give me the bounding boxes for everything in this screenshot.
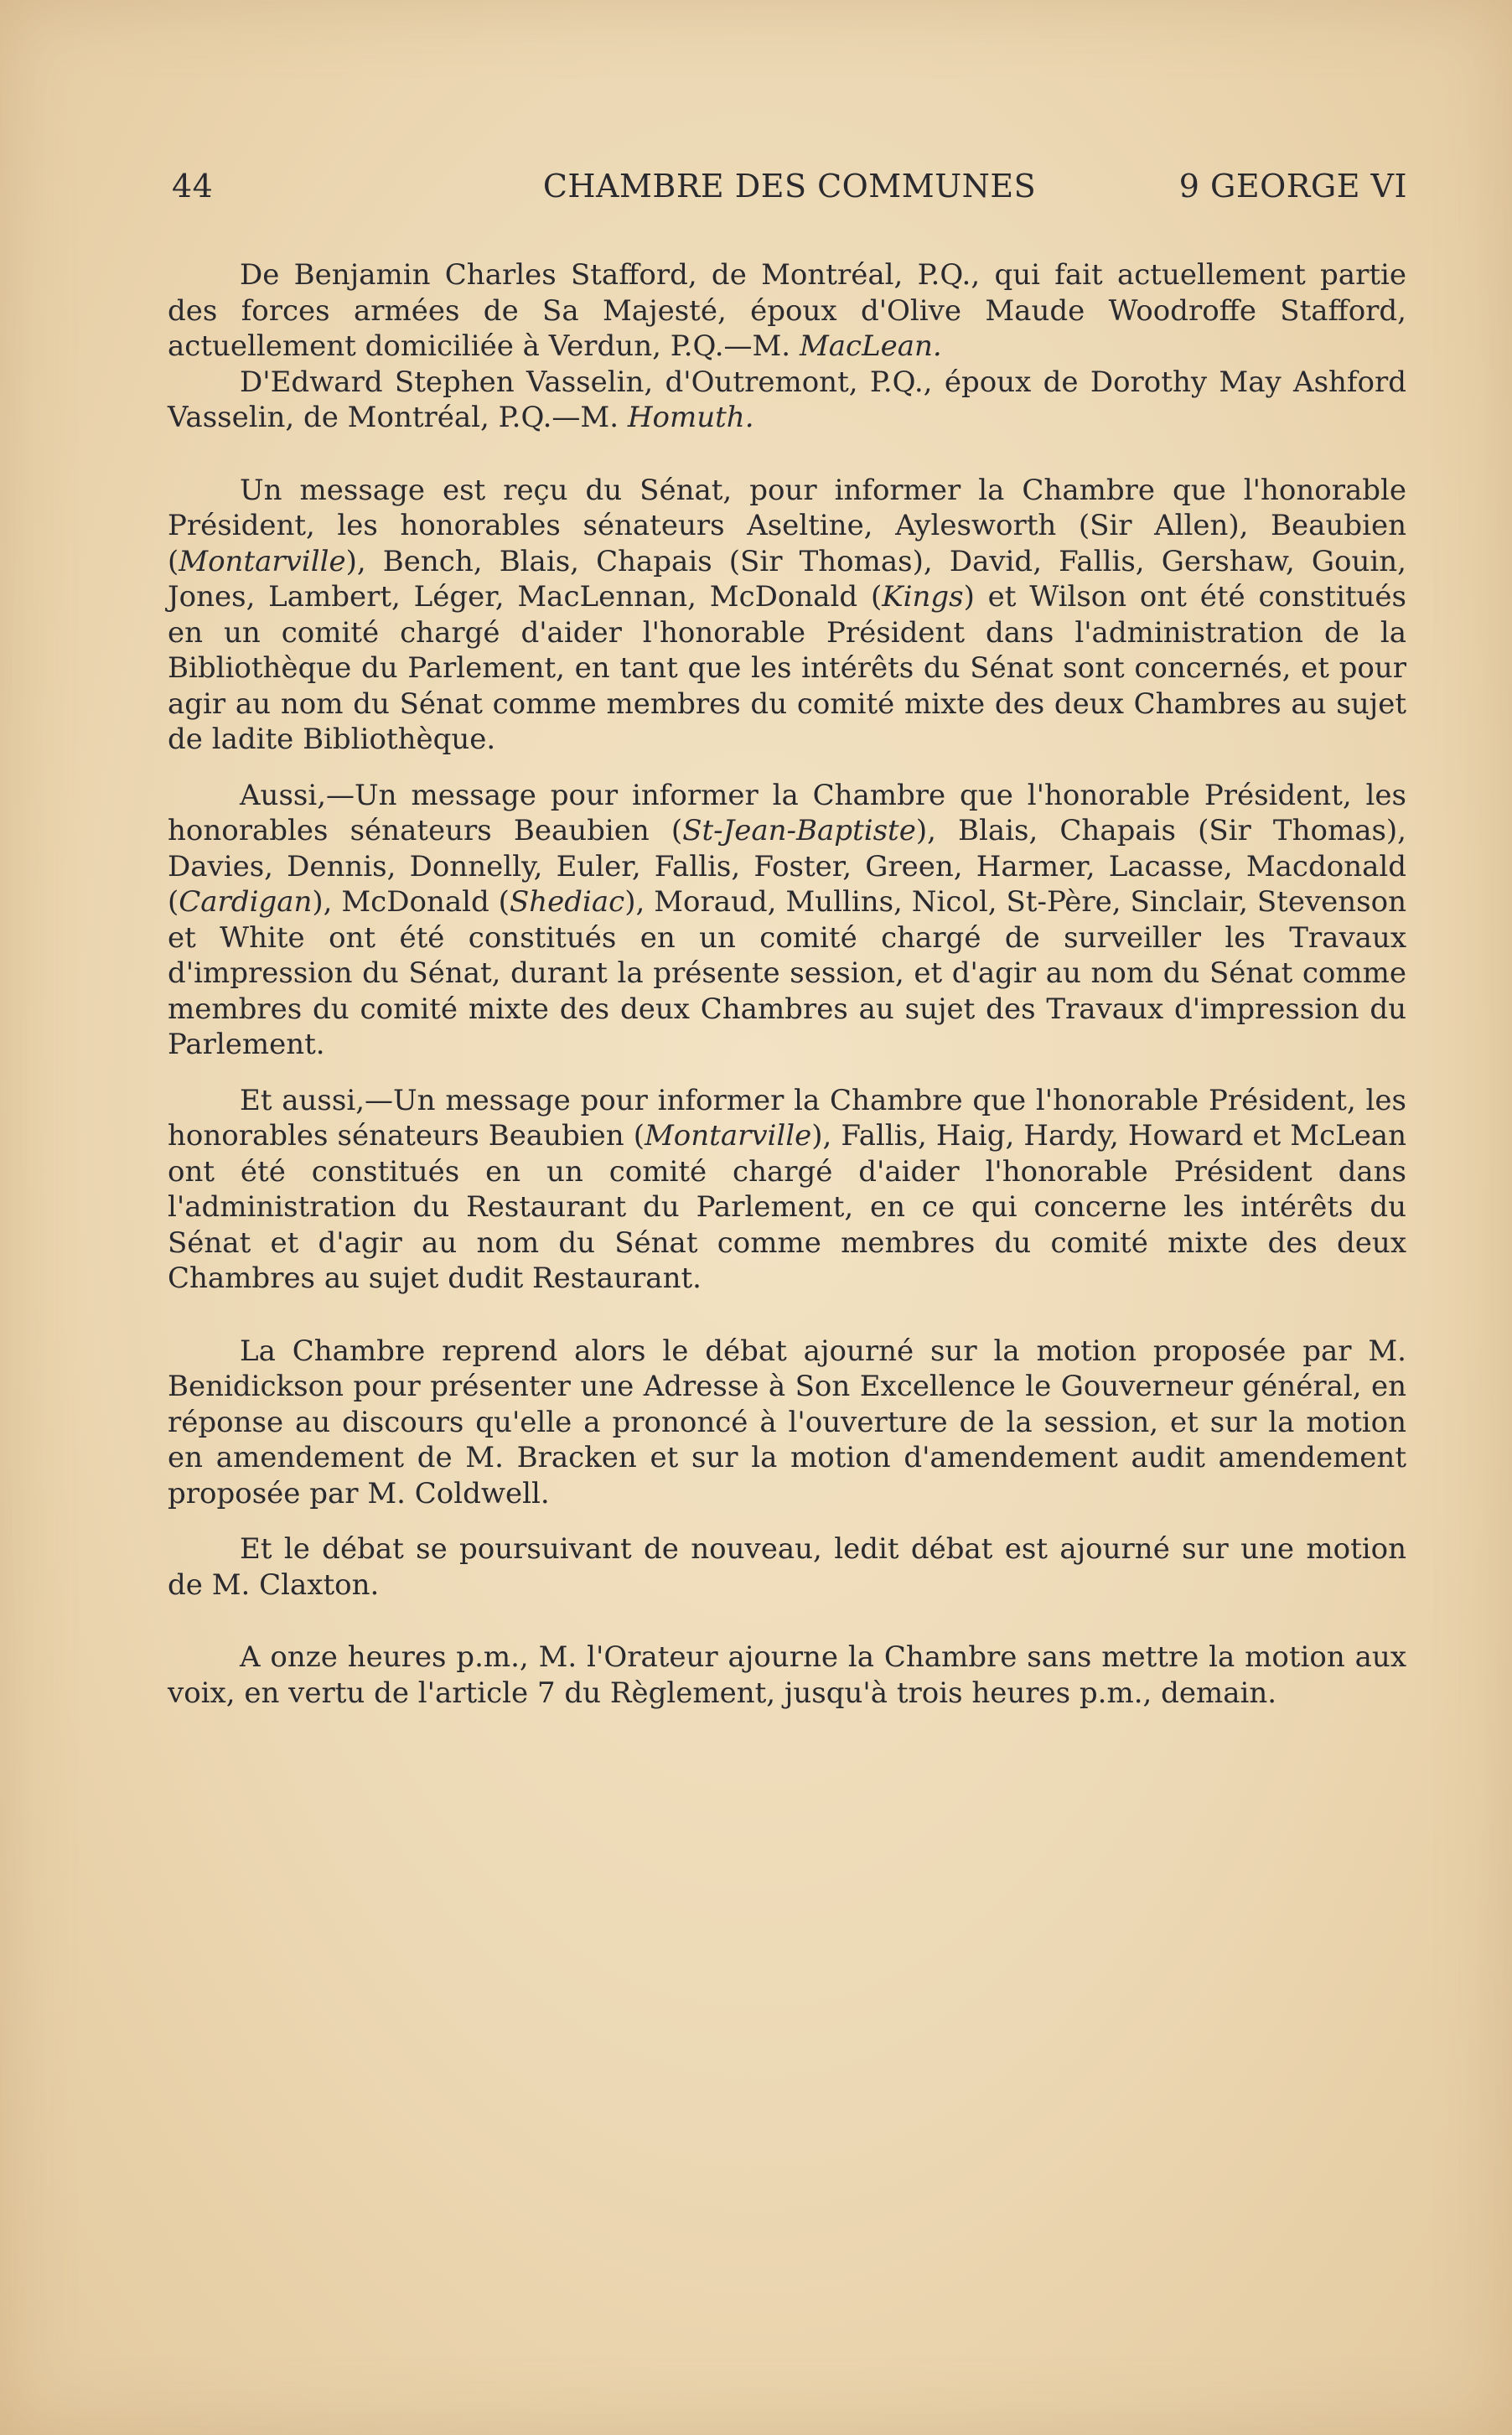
paragraph-senate-library-message: [168, 473, 1406, 758]
senator-division: Kings: [882, 580, 964, 614]
senator-division: Montarville: [644, 1119, 812, 1153]
senator-division: St-Jean-Baptiste: [682, 814, 916, 847]
paragraph-stafford-divorce: [168, 257, 1406, 365]
senator-division: Shediac: [509, 885, 625, 919]
paragraph-text: ), Bench, Blais, Chapais (Sir Thomas), David, Fallis, Gershaw, Gouin, Jones, Lambert, Léger, MacLennan, McDonald (: [168, 544, 1406, 614]
page-header: [172, 164, 1407, 208]
paragraph-text: Un message est reçu du Sénat, pour informer la Chambre que l'honorable Président, les honorables sénateurs Aseltine, Aylesworth (Sir Allen), Beaubien (: [168, 473, 1406, 578]
paragraph-senate-restaurant-message: [168, 1083, 1406, 1297]
paragraph-text: D'Edward Stephen Vasselin, d'Outremont, P.Q., époux de Dorothy May Ashford Vasselin, de Montréal, P.Q.—M.: [168, 365, 1406, 434]
member-name: MacLean.: [799, 329, 942, 363]
body-text: [168, 257, 1406, 1711]
paragraph-text: ) et Wilson ont été constitués en un comité chargé d'aider l'honorable Président dans l'administration de la Bibliothèque du Parlement, en tant que les intérêts du Sénat sont concernés, et pour agir au nom du Sénat comme membres du comité mixte des deux Chambres au sujet de ladite Bibliothèque.: [168, 580, 1406, 756]
paragraph-address-debate: La Chambre reprend alors le débat ajourné sur la motion proposée par M. Benidickson pour présenter une Adresse à Son Excellence le Gouverneur général, en réponse au discours qu'elle a prononcé à l'ouverture de la session, et sur la motion en amendement de M. Bracken et sur la motion d'amendement audit amendement proposée par M. Coldwell.: [168, 1334, 1406, 1510]
senator-division: Montarville: [179, 544, 346, 578]
member-name: Homuth.: [627, 401, 754, 434]
paragraph-house-adjourns: A onze heures p.m., M. l'Orateur ajourne la Chambre sans mettre la motion aux voix, en vertu de l'article 7 du Règlement, jusqu'à trois heures p.m., demain.: [168, 1640, 1406, 1710]
senator-division: Cardigan: [179, 885, 313, 919]
paragraph-vasselin-divorce: [168, 365, 1406, 436]
running-title: CHAMBRE DES COMMUNES: [542, 168, 1037, 205]
paragraph-text: ), McDonald (: [312, 885, 510, 919]
paragraph-text: Aussi,—Un message pour informer la Chambre que l'honorable Président, les honorables sénateurs Beaubien (: [168, 778, 1406, 847]
paragraph-text: ), Moraud, Mullins, Nicol, St-Père, Sinclair, Stevenson et White ont été constitués en un comité chargé de surveiller les Travaux d'impression du Sénat, durant la présente session, et d'agir au nom du Sénat comme membres du comité mixte des deux Chambres au sujet des Travaux d'impression du Parlement.: [168, 885, 1406, 1061]
paragraph-text: ), Blais, Chapais (Sir Thomas), Davies, Dennis, Donnelly, Euler, Fallis, Foster, Green, Harmer, Lacasse, Macdonald (: [168, 814, 1406, 919]
paragraph-debate-adjourned: Et le débat se poursuivant de nouveau, ledit débat est ajourné sur une motion de M. Claxton.: [168, 1532, 1406, 1602]
paragraph-text: De Benjamin Charles Stafford, de Montréal, P.Q., qui fait actuellement partie des forces armées de Sa Majesté, époux d'Olive Maude Woodroffe Stafford, actuellement domiciliée à Verdun, P.Q.—M.: [168, 258, 1406, 363]
paragraph-text: Et aussi,—Un message pour informer la Chambre que l'honorable Président, les honorables sénateurs Beaubien (: [168, 1083, 1406, 1153]
regnal-year: 9 GEORGE VI: [1178, 168, 1407, 205]
page-number: 44: [172, 168, 214, 205]
paragraph-text: ), Fallis, Haig, Hardy, Howard et McLean ont été constitués en un comité chargé d'aider l'honorable Président dans l'administration du Restaurant du Parlement, en ce qui concerne les intérêts du Sénat et d'agir au nom du Sénat comme membres du comité mixte des deux Chambres au sujet dudit Restaurant.: [168, 1119, 1406, 1295]
paragraph-senate-printing-message: [168, 778, 1406, 1063]
